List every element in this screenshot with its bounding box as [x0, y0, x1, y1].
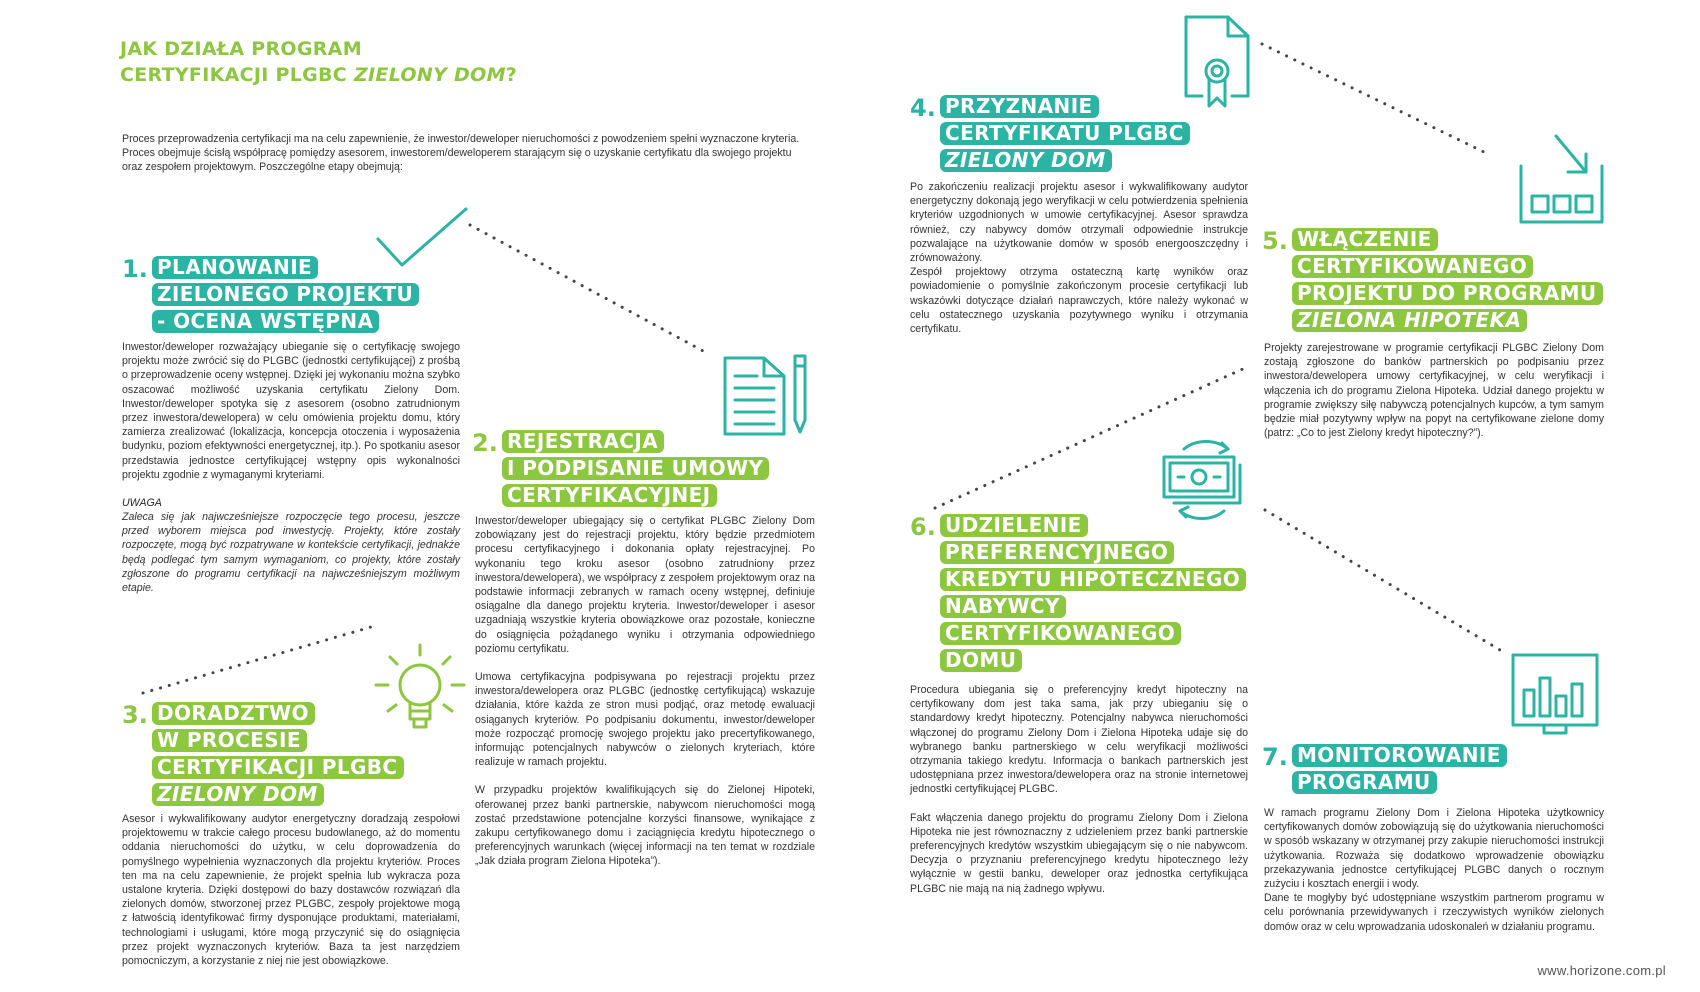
- step-7-text: [1264, 806, 1604, 934]
- title-line-2: CERTYFIKACJI PLGBC ZIELONY DOM?: [120, 64, 518, 86]
- step-5-heading: WŁĄCZENIE CERTYFIKOWANEGO PROJEKTU DO PROGRAMU ZIELONA HIPOTEKA: [1292, 228, 1603, 336]
- intro-text: Proces przeprowadzenia certyfikacji ma na celu zapewnienie, że inwestor/deweloper nieruchomości z powodzeniem spełni wyznaczone kryteria. Proces obejmuje ścisłą współpracę pomiędzy asesorem, inwestorem/deweloperem starającym się o uzyskanie certyfikatu dla swojego projektu oraz zespołem projektowym. Poszczególne etapy obejmują:: [122, 133, 800, 173]
- step-5-text: [1264, 341, 1604, 440]
- step-1-number: 1.: [122, 255, 148, 283]
- step-4-paragraph: Zespół projektowy otrzyma ostateczną kartę wyników oraz powiadomienie o pomyślnie zakończonym procesie certyfikacji lub wskazówki dotyczące działań naprawczych, które należy wykonać w celu ostatecznego uzyskania pozytywnego wyniku i otrzymania certyfikatu.: [910, 266, 1248, 336]
- step-3-number: 3.: [122, 701, 148, 729]
- step-3: [122, 702, 404, 810]
- step-5: [1262, 228, 1603, 336]
- arrow-into-box-icon: [1518, 130, 1606, 226]
- footer-url[interactable]: www.horizone.com.pl: [1537, 963, 1666, 978]
- step-1-heading: PLANOWANIE ZIELONEGO PROJEKTU - OCENA WSTĘPNA: [152, 256, 419, 337]
- document-pen-icon: [722, 352, 814, 438]
- step-1-note-title: UWAGA: [122, 497, 162, 510]
- step-2-heading: REJESTRACJA I PODPISANIE UMOWY CERTYFIKACYJNEJ: [502, 430, 769, 511]
- step-7-number: 7.: [1262, 743, 1288, 771]
- step-6-paragraph: Procedura ubiegania się o preferencyjny kredyt hipoteczny na certyfikowany dom jest taka sama, jak przy ubieganiu się o standardowy kredyt hipoteczny. Potencjalny nabywca nieruchomości włączonej do programu Zielony Dom i Zielona Hipoteka udaje się do wybranego banku partnerskiego w celu weryfikacji możliwości otrzymania takiego kredytu. Informacja o bankach partnerskich jest udostępniana przez inwestora/dewelopera oraz na stronie internetowej jednostki certyfikującej PLGBC.: [910, 684, 1248, 796]
- step-2-text: [475, 514, 815, 869]
- step-4-paragraph: Po zakończeniu realizacji projektu asesor i wykwalifikowany audytor energetyczny dokonają jego weryfikacji w celu potwierdzenia spełnienia kryteriów uzgodnionych w umowie certyfikacyjnej. Asesor sprawdza również, czy nabywcy domów otrzymali odpowiednie instrukcje pozwalające na użytkowanie domów w sposób energooszczędny i zrównoważony.: [910, 181, 1248, 265]
- bar-chart-icon: [1510, 652, 1602, 744]
- step-2-paragraph: Inwestor/deweloper ubiegający się o certyfikat PLGBC Zielony Dom zobowiązany jest do rejestracji projektu, który będzie przedmiotem procesu certyfikacyjnego i dokonania opłaty rejestracyjnej. Po wykonaniu tego kroku asesor (osobno zatrudniony przez inwestora/dewelopera), we współpracy z zespołem projektowym oraz na podstawie informacji zebranych w ramach oceny wstępnej, definiuje osiągalne dla danego projektu kryteria. Inwestor/deweloper i asesor uzgadniają wszystkie kryteria obowiązkowe oraz pozostałe, konieczne do osiągnięcia pożądanego wyniku i otrzymania odpowiedniego poziomu certyfikatu.: [475, 515, 815, 655]
- step-3-body: Asesor i wykwalifikowany audytor energetyczny doradzają zespołowi projektowemu w trakcie całego procesu budowlanego, aż do momentu oddania nieruchomości do użytku, w celu doprowadzenia do pomyślnego wypełnienia wyznaczonych dla projektu kryteriów. Proces ten ma na celu zapewnienie, że projekt spełnia lub wykracza poza ustalone kryteria. Dzięki dostępowi do bazy dostawców rozwiązań dla zielonych domów, stworzonej przez PLGBC, zespoły projektowe mogą z łatwością identyfikować firmy dysponujące produktami, materiałami, technologiami i usługami, które mogą przyczynić się do osiągnięcia przez projekt wyznaczonych kryteriów. Baza ta jest narzędziem pomocniczym, a korzystanie z niej nie jest obowiązkowe.: [122, 813, 460, 968]
- step-2: [472, 430, 769, 511]
- step-6-paragraph: Fakt włączenia danego projektu do programu Zielony Dom i Zielona Hipoteka nie jest równoznaczny z udzieleniem przez banki partnerskie preferencyjnych kredytów wszystkim ubiegającym się o nie nabywcom. Decyzja o przyznaniu preferencyjnego kredytu hipotecznego leży wyłącznie w gestii banku, deweloper oraz jednostka certyfikująca PLGBC nie mają na nią żadnego wpływu.: [910, 811, 1248, 895]
- step-7-paragraph: W ramach programu Zielony Dom i Zielona Hipoteka użytkownicy certyfikowanych domów zobowiązują się do użytkowania nieruchomości w sposób wskazany w otrzymanej przy zakupie nieruchomości instrukcji użytkowania. Rozważa się dodatkowo wprowadzenie obowiązku przekazywania jednostce certyfikującej PLGBC danych o rocznym zużyciu i kosztach energii i wody.: [1264, 807, 1604, 891]
- step-6-text: [910, 683, 1248, 896]
- step-1: [122, 256, 419, 337]
- step-6-heading: UDZIELENIE PREFERENCYJNEGO KREDYTU HIPOTECZNEGO NABYWCY CERTYFIKOWANEGO DOMU: [940, 514, 1246, 676]
- step-5-body: Projekty zarejestrowane w programie certyfikacji PLGBC Zielony Dom zostają zgłoszone do banków partnerskich po podpisaniu przez inwestora/dewelopera umowy certyfikacyjnej, w celu weryfikacji i włączenia ich do programu Zielona Hipoteka. Udział danego projektu w programie zwiększy siłę nabywczą potencjalnych kupców, a tym samym będzie miał pozytywny wpływ na popyt na certyfikowane zielone domy (patrz: „Co to jest Zielony kredyt hipoteczny?”).: [1264, 342, 1604, 440]
- step-3-text: [122, 812, 460, 968]
- step-7: [1262, 744, 1507, 798]
- step-4: [910, 95, 1190, 176]
- title-line-1: JAK DZIAŁA PROGRAM: [120, 38, 362, 60]
- step-1-note: Zaleca się jak najwcześniejsze rozpoczęcie tego procesu, jeszcze przed wyborem miejsca pod inwestycję. Projekty, które zostały rozpoczęte, mogą być rozpatrywane w kontekście certyfikacji, jednakże będą podlegać tym samym wymaganiom, co projekty, które zostały zgłoszone do programu certyfikacji na najwcześniejszym możliwym etapie.: [122, 511, 460, 595]
- step-6-number: 6.: [910, 513, 936, 541]
- step-4-text: [910, 180, 1248, 336]
- step-4-number: 4.: [910, 94, 936, 122]
- certificate-icon: [1182, 14, 1252, 110]
- step-7-heading: MONITOROWANIE PROGRAMU: [1292, 744, 1507, 798]
- step-4-heading: PRZYZNANIE CERTYFIKATU PLGBC ZIELONY DOM: [940, 95, 1190, 176]
- step-6: [910, 514, 1246, 676]
- step-7-paragraph: Dane te mogłyby być udostępniane wszystkim partnerom programu w celu porównania przewidywanych i rzeczywistych wyników zielonych domów oraz w celu wprowadzania udoskonaleń w działaniu programu.: [1264, 892, 1604, 933]
- step-3-heading: DORADZTWO W PROCESIE CERTYFIKACJI PLGBC ZIELONY DOM: [152, 702, 404, 810]
- step-5-number: 5.: [1262, 227, 1288, 255]
- step-2-paragraph: Umowa certyfikacyjna podpisywana po rejestracji projektu przez inwestora/dewelopera oraz PLGBC (jednostkę certyfikującą) wskazuje działania, które każda ze stron musi podjąć, oraz metodę ewaluacji osiąganych kryteriów. Po podpisaniu dokumentu, inwestor/deweloper może rozpocząć promocję swojego projektu jako precertyfikowanego, informując potencjalnych nabywców o zielonych kryteriach, które realizuje w ramach projektu.: [475, 671, 815, 769]
- step-1-text: [122, 340, 460, 595]
- step-1-body: Inwestor/deweloper rozważający ubieganie się o certyfikację swojego projektu może zwrócić się do PLGBC (jednostki certyfikującej) z prośbą o przeprowadzenie oceny wstępnej. Dzięki jej wykonaniu można szybko oszacować możliwość uzyskania certyfikatu Zielony Dom. Inwestor/deweloper spotyka się z asesorem (osobno zatrudnionym przez inwestora/dewelopera) w celu omówienia projektu domu, który zamierza zrealizować (lokalizacja, koncepcja otoczenia i wyposażenia budynku, poziom efektywności energetycznej, itp.). Po spotkaniu asesor przedstawia jednostce certyfikującej wstępny opis wykonalności projektu zgodnie z wymaganymi kryteriami.: [122, 341, 461, 481]
- step-2-number: 2.: [472, 429, 498, 457]
- step-2-paragraph: W przypadku projektów kwalifikujących się do Zielonej Hipoteki, oferowanej przez banki partnerskie, nabywcom nieruchomości mogą zostać przedstawione potencjalne korzyści finansowe, wynikające z zakupu certyfikowanego domu i zaciągnięcia kredytu hipotecznego o preferencyjnych warunkach (więcej informacji na ten temat w rozdziale „Jak działa program Zielona Hipoteka”).: [475, 784, 815, 868]
